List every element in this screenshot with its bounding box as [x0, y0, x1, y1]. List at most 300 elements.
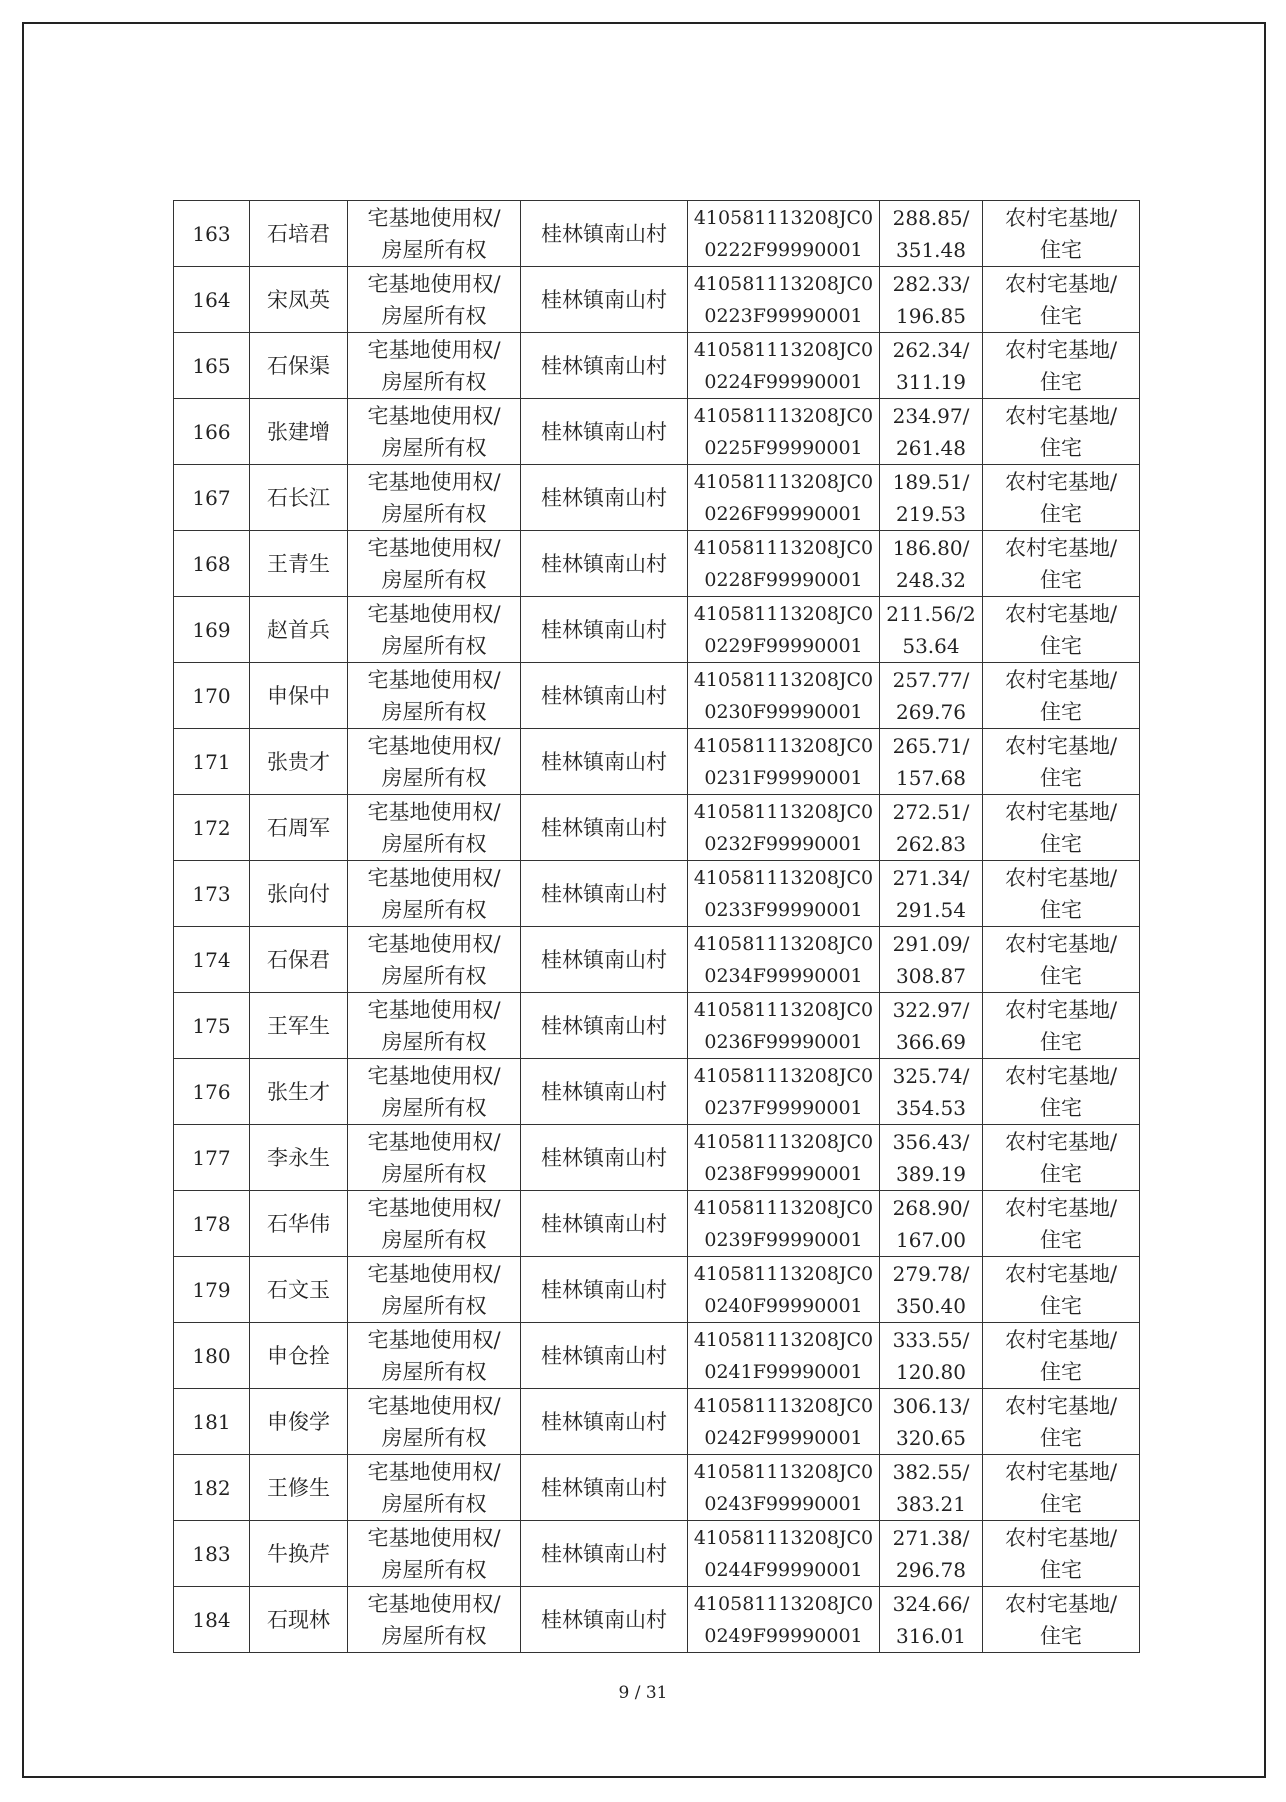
holder-name-cell [250, 1587, 348, 1653]
right-type-cell [348, 1521, 521, 1587]
row-number-cell [174, 1521, 250, 1587]
table-row [174, 465, 1140, 531]
land-use-text: 农村宅基地/ [1004, 667, 1118, 692]
location-text: 桂林镇南山村 [541, 1211, 667, 1236]
row-number-text: 164 [192, 287, 231, 312]
location-text: 桂林镇南山村 [541, 947, 667, 972]
location-text: 桂林镇南山村 [541, 1607, 667, 1632]
holder-name-cell [250, 1323, 348, 1389]
right-type-cell [348, 1257, 521, 1323]
row-number-cell [174, 465, 250, 531]
unit-code-text: 0224F99990001 [704, 370, 863, 393]
location-cell [521, 795, 688, 861]
unit-code-text: 0222F99990001 [704, 238, 863, 261]
holder-name-text: 石保君 [267, 947, 330, 972]
holder-name-text: 牛换芹 [267, 1541, 330, 1566]
location-cell [521, 333, 688, 399]
row-number-text: 176 [192, 1079, 231, 1104]
land-use-cell [983, 201, 1140, 267]
right-type-text: 宅基地使用权/ [367, 1591, 501, 1616]
holder-name-cell [250, 729, 348, 795]
right-type-text: 宅基地使用权/ [367, 667, 501, 692]
row-number-text: 165 [192, 353, 231, 378]
row-number-text: 167 [192, 485, 231, 510]
location-text: 桂林镇南山村 [541, 287, 667, 312]
location-cell [521, 399, 688, 465]
area-cell [880, 1521, 983, 1587]
holder-name-text: 张贵才 [267, 749, 330, 774]
unit-code-text: 410581113208JC0 [693, 1328, 874, 1351]
land-use-text: 农村宅基地/ [1004, 1591, 1118, 1616]
location-text: 桂林镇南山村 [541, 1541, 667, 1566]
unit-code-text: 410581113208JC0 [693, 404, 874, 427]
unit-code-text: 0223F99990001 [704, 304, 863, 327]
right-type-text: 宅基地使用权/ [367, 931, 501, 956]
right-type-text: 宅基地使用权/ [367, 997, 501, 1022]
unit-code-cell [688, 861, 880, 927]
land-use-text: 住宅 [1040, 1623, 1082, 1648]
row-number-cell [174, 795, 250, 861]
holder-name-cell [250, 1125, 348, 1191]
holder-name-cell [250, 1257, 348, 1323]
land-use-text: 农村宅基地/ [1004, 271, 1118, 296]
location-cell [521, 465, 688, 531]
unit-code-text: 0242F99990001 [704, 1426, 863, 1449]
holder-name-cell [250, 1191, 348, 1257]
unit-code-text: 410581113208JC0 [693, 734, 874, 757]
area-text: 383.21 [896, 1491, 966, 1516]
area-text: 366.69 [896, 1029, 966, 1054]
area-text: 333.55/ [892, 1327, 970, 1352]
area-text: 325.74/ [892, 1063, 970, 1088]
table-row [174, 1389, 1140, 1455]
unit-code-text: 410581113208JC0 [693, 668, 874, 691]
location-text: 桂林镇南山村 [541, 1277, 667, 1302]
area-cell [880, 663, 983, 729]
row-number-text: 166 [192, 419, 231, 444]
holder-name-cell [250, 201, 348, 267]
row-number-cell [174, 399, 250, 465]
holder-name-text: 石周军 [267, 815, 330, 840]
unit-code-text: 0225F99990001 [704, 436, 863, 459]
area-cell [880, 1257, 983, 1323]
area-text: 261.48 [896, 435, 966, 460]
right-type-cell [348, 663, 521, 729]
table-row [174, 993, 1140, 1059]
holder-name-cell [250, 267, 348, 333]
land-use-text: 住宅 [1040, 435, 1082, 460]
area-cell [880, 1059, 983, 1125]
land-use-cell [983, 1257, 1140, 1323]
right-type-cell [348, 861, 521, 927]
land-use-text: 住宅 [1040, 369, 1082, 394]
land-use-text: 住宅 [1040, 1557, 1082, 1582]
unit-code-text: 410581113208JC0 [693, 536, 874, 559]
unit-code-text: 0230F99990001 [704, 700, 863, 723]
land-use-text: 农村宅基地/ [1004, 205, 1118, 230]
land-use-cell [983, 333, 1140, 399]
land-use-cell [983, 267, 1140, 333]
area-text: 291.09/ [892, 931, 970, 956]
holder-name-text: 石长江 [267, 485, 330, 510]
row-number-cell [174, 597, 250, 663]
land-use-text: 住宅 [1040, 567, 1082, 592]
area-text: 265.71/ [892, 733, 970, 758]
holder-name-cell [250, 1455, 348, 1521]
unit-code-text: 0236F99990001 [704, 1030, 863, 1053]
table-row [174, 729, 1140, 795]
row-number-text: 182 [192, 1475, 231, 1500]
row-number-cell [174, 333, 250, 399]
area-cell [880, 1323, 983, 1389]
unit-code-text: 410581113208JC0 [693, 272, 874, 295]
unit-code-text: 410581113208JC0 [693, 1526, 874, 1549]
location-cell [521, 663, 688, 729]
right-type-text: 房屋所有权 [381, 1095, 487, 1120]
land-use-text: 住宅 [1040, 633, 1082, 658]
right-type-text: 宅基地使用权/ [367, 733, 501, 758]
unit-code-text: 410581113208JC0 [693, 866, 874, 889]
row-number-text: 169 [192, 617, 231, 642]
area-text: 296.78 [896, 1557, 966, 1582]
location-text: 桂林镇南山村 [541, 683, 667, 708]
table-row [174, 1521, 1140, 1587]
land-use-text: 农村宅基地/ [1004, 601, 1118, 626]
unit-code-cell [688, 597, 880, 663]
right-type-text: 宅基地使用权/ [367, 1129, 501, 1154]
right-type-cell [348, 201, 521, 267]
unit-code-text: 0238F99990001 [704, 1162, 863, 1185]
location-text: 桂林镇南山村 [541, 881, 667, 906]
unit-code-cell [688, 1257, 880, 1323]
right-type-text: 宅基地使用权/ [367, 271, 501, 296]
right-type-text: 宅基地使用权/ [367, 205, 501, 230]
right-type-text: 宅基地使用权/ [367, 469, 501, 494]
land-use-text: 住宅 [1040, 237, 1082, 262]
location-cell [521, 1191, 688, 1257]
area-text: 271.38/ [892, 1525, 970, 1550]
area-text: 308.87 [896, 963, 966, 988]
land-use-text: 住宅 [1040, 1293, 1082, 1318]
unit-code-text: 0226F99990001 [704, 502, 863, 525]
right-type-text: 房屋所有权 [381, 897, 487, 922]
unit-code-cell [688, 333, 880, 399]
area-cell [880, 1125, 983, 1191]
table-row [174, 399, 1140, 465]
area-text: 389.19 [896, 1161, 966, 1186]
land-use-text: 住宅 [1040, 897, 1082, 922]
land-use-cell [983, 1455, 1140, 1521]
table-row [174, 531, 1140, 597]
row-number-text: 180 [192, 1343, 231, 1368]
row-number-cell [174, 1257, 250, 1323]
unit-code-text: 0241F99990001 [704, 1360, 863, 1383]
unit-code-text: 410581113208JC0 [693, 1262, 874, 1285]
right-type-text: 宅基地使用权/ [367, 1393, 501, 1418]
right-type-text: 房屋所有权 [381, 435, 487, 460]
row-number-cell [174, 1125, 250, 1191]
table-row [174, 861, 1140, 927]
row-number-text: 170 [192, 683, 231, 708]
area-text: 288.85/ [892, 205, 970, 230]
right-type-text: 房屋所有权 [381, 699, 487, 724]
land-use-text: 住宅 [1040, 1161, 1082, 1186]
location-text: 桂林镇南山村 [541, 485, 667, 510]
location-text: 桂林镇南山村 [541, 617, 667, 642]
land-use-text: 农村宅基地/ [1004, 1195, 1118, 1220]
location-cell [521, 1455, 688, 1521]
holder-name-cell [250, 531, 348, 597]
location-cell [521, 531, 688, 597]
unit-code-text: 410581113208JC0 [693, 800, 874, 823]
unit-code-cell [688, 267, 880, 333]
land-use-text: 住宅 [1040, 1029, 1082, 1054]
area-text: 167.00 [896, 1227, 966, 1252]
land-use-cell [983, 861, 1140, 927]
unit-code-cell [688, 663, 880, 729]
row-number-cell [174, 1191, 250, 1257]
area-text: 269.76 [896, 699, 966, 724]
area-text: 219.53 [896, 501, 966, 526]
right-type-cell [348, 795, 521, 861]
land-use-text: 住宅 [1040, 1491, 1082, 1516]
unit-code-cell [688, 993, 880, 1059]
row-number-cell [174, 1323, 250, 1389]
land-use-text: 住宅 [1040, 765, 1082, 790]
right-type-text: 房屋所有权 [381, 501, 487, 526]
location-text: 桂林镇南山村 [541, 1145, 667, 1170]
unit-code-text: 410581113208JC0 [693, 1130, 874, 1153]
land-use-text: 住宅 [1040, 963, 1082, 988]
row-number-cell [174, 531, 250, 597]
area-cell [880, 795, 983, 861]
land-use-cell [983, 1587, 1140, 1653]
area-cell [880, 861, 983, 927]
land-use-cell [983, 1389, 1140, 1455]
area-cell [880, 1455, 983, 1521]
holder-name-cell [250, 1389, 348, 1455]
row-number-text: 178 [192, 1211, 231, 1236]
land-use-text: 农村宅基地/ [1004, 799, 1118, 824]
area-text: 350.40 [896, 1293, 966, 1318]
area-text: 306.13/ [892, 1393, 970, 1418]
area-text: 53.64 [902, 633, 960, 658]
area-cell [880, 531, 983, 597]
land-use-cell [983, 927, 1140, 993]
land-use-text: 住宅 [1040, 699, 1082, 724]
right-type-text: 宅基地使用权/ [367, 1195, 501, 1220]
row-number-cell [174, 993, 250, 1059]
right-type-cell [348, 1587, 521, 1653]
unit-code-cell [688, 399, 880, 465]
right-type-cell [348, 1323, 521, 1389]
land-use-text: 农村宅基地/ [1004, 1393, 1118, 1418]
page-number: 9 / 31 [618, 1683, 668, 1703]
land-use-text: 农村宅基地/ [1004, 733, 1118, 758]
unit-code-text: 0228F99990001 [704, 568, 863, 591]
holder-name-text: 张向付 [267, 881, 330, 906]
row-number-cell [174, 861, 250, 927]
holder-name-text: 王军生 [267, 1013, 330, 1038]
land-use-cell [983, 597, 1140, 663]
location-cell [521, 597, 688, 663]
area-text: 157.68 [896, 765, 966, 790]
location-text: 桂林镇南山村 [541, 749, 667, 774]
unit-code-cell [688, 1455, 880, 1521]
row-number-text: 168 [192, 551, 231, 576]
right-type-cell [348, 465, 521, 531]
row-number-text: 175 [192, 1013, 231, 1038]
right-type-cell [348, 927, 521, 993]
holder-name-text: 李永生 [267, 1145, 330, 1170]
unit-code-text: 0232F99990001 [704, 832, 863, 855]
area-text: 262.83 [896, 831, 966, 856]
unit-code-text: 410581113208JC0 [693, 932, 874, 955]
location-cell [521, 993, 688, 1059]
holder-name-text: 赵首兵 [267, 617, 330, 642]
unit-code-text: 0244F99990001 [704, 1558, 863, 1581]
area-text: 234.97/ [892, 403, 970, 428]
land-use-text: 农村宅基地/ [1004, 1459, 1118, 1484]
land-use-text: 农村宅基地/ [1004, 1129, 1118, 1154]
area-text: 351.48 [896, 237, 966, 262]
holder-name-cell [250, 1059, 348, 1125]
right-type-cell [348, 993, 521, 1059]
holder-name-text: 宋凤英 [267, 287, 330, 312]
row-number-cell [174, 1389, 250, 1455]
table-row [174, 1257, 1140, 1323]
row-number-text: 181 [192, 1409, 231, 1434]
holder-name-cell [250, 861, 348, 927]
location-cell [521, 1521, 688, 1587]
location-text: 桂林镇南山村 [541, 1409, 667, 1434]
area-text: 257.77/ [892, 667, 970, 692]
land-use-cell [983, 399, 1140, 465]
area-text: 324.66/ [892, 1591, 970, 1616]
holder-name-text: 石现林 [267, 1607, 330, 1632]
area-text: 186.80/ [892, 535, 970, 560]
land-use-text: 住宅 [1040, 1359, 1082, 1384]
area-cell [880, 1389, 983, 1455]
unit-code-cell [688, 1587, 880, 1653]
row-number-cell [174, 1587, 250, 1653]
row-number-cell [174, 927, 250, 993]
land-use-text: 住宅 [1040, 1095, 1082, 1120]
holder-name-cell [250, 663, 348, 729]
area-cell [880, 993, 983, 1059]
row-number-text: 173 [192, 881, 231, 906]
holder-name-text: 申仓拴 [267, 1343, 330, 1368]
land-use-cell [983, 1521, 1140, 1587]
area-text: 320.65 [896, 1425, 966, 1450]
land-use-text: 农村宅基地/ [1004, 865, 1118, 890]
row-number-text: 183 [192, 1541, 231, 1566]
location-cell [521, 267, 688, 333]
unit-code-cell [688, 795, 880, 861]
right-type-cell [348, 1191, 521, 1257]
holder-name-text: 申俊学 [267, 1409, 330, 1434]
unit-code-text: 410581113208JC0 [693, 1394, 874, 1417]
area-cell [880, 399, 983, 465]
location-text: 桂林镇南山村 [541, 1475, 667, 1500]
right-type-text: 宅基地使用权/ [367, 337, 501, 362]
right-type-cell [348, 1455, 521, 1521]
right-type-text: 房屋所有权 [381, 1161, 487, 1186]
area-cell [880, 597, 983, 663]
area-text: 311.19 [896, 369, 966, 394]
location-cell [521, 1323, 688, 1389]
land-use-text: 农村宅基地/ [1004, 1525, 1118, 1550]
land-use-cell [983, 993, 1140, 1059]
unit-code-text: 410581113208JC0 [693, 1064, 874, 1087]
unit-code-text: 410581113208JC0 [693, 1460, 874, 1483]
right-type-text: 宅基地使用权/ [367, 865, 501, 890]
unit-code-cell [688, 1125, 880, 1191]
holder-name-text: 石培君 [267, 221, 330, 246]
right-type-text: 宅基地使用权/ [367, 1459, 501, 1484]
land-use-text: 住宅 [1040, 303, 1082, 328]
unit-code-text: 0240F99990001 [704, 1294, 863, 1317]
holder-name-text: 张建增 [267, 419, 330, 444]
right-type-text: 房屋所有权 [381, 1359, 487, 1384]
row-number-cell [174, 1455, 250, 1521]
unit-code-cell [688, 201, 880, 267]
area-text: 316.01 [896, 1623, 966, 1648]
right-type-text: 房屋所有权 [381, 1491, 487, 1516]
property-rights-table [173, 200, 1140, 1653]
area-text: 282.33/ [892, 271, 970, 296]
holder-name-cell [250, 1521, 348, 1587]
unit-code-cell [688, 531, 880, 597]
holder-name-text: 张生才 [267, 1079, 330, 1104]
row-number-cell [174, 201, 250, 267]
table-row [174, 795, 1140, 861]
area-text: 248.32 [896, 567, 966, 592]
right-type-cell [348, 267, 521, 333]
unit-code-text: 410581113208JC0 [693, 1592, 874, 1615]
table-row [174, 1191, 1140, 1257]
unit-code-text: 0233F99990001 [704, 898, 863, 921]
holder-name-cell [250, 927, 348, 993]
holder-name-text: 申保中 [267, 683, 330, 708]
table-row [174, 663, 1140, 729]
unit-code-text: 410581113208JC0 [693, 602, 874, 625]
area-text: 271.34/ [892, 865, 970, 890]
unit-code-text: 0237F99990001 [704, 1096, 863, 1119]
land-use-cell [983, 465, 1140, 531]
unit-code-text: 0249F99990001 [704, 1624, 863, 1647]
row-number-text: 177 [192, 1145, 231, 1170]
right-type-text: 房屋所有权 [381, 369, 487, 394]
area-text: 322.97/ [892, 997, 970, 1022]
right-type-cell [348, 531, 521, 597]
unit-code-text: 0239F99990001 [704, 1228, 863, 1251]
unit-code-text: 410581113208JC0 [693, 998, 874, 1021]
table-row [174, 597, 1140, 663]
holder-name-cell [250, 795, 348, 861]
row-number-text: 179 [192, 1277, 231, 1302]
row-number-cell [174, 663, 250, 729]
right-type-text: 房屋所有权 [381, 963, 487, 988]
location-cell [521, 1257, 688, 1323]
table-row [174, 927, 1140, 993]
land-use-text: 农村宅基地/ [1004, 469, 1118, 494]
row-number-text: 171 [192, 749, 231, 774]
unit-code-cell [688, 465, 880, 531]
unit-code-text: 0243F99990001 [704, 1492, 863, 1515]
right-type-text: 房屋所有权 [381, 567, 487, 592]
location-text: 桂林镇南山村 [541, 1079, 667, 1104]
